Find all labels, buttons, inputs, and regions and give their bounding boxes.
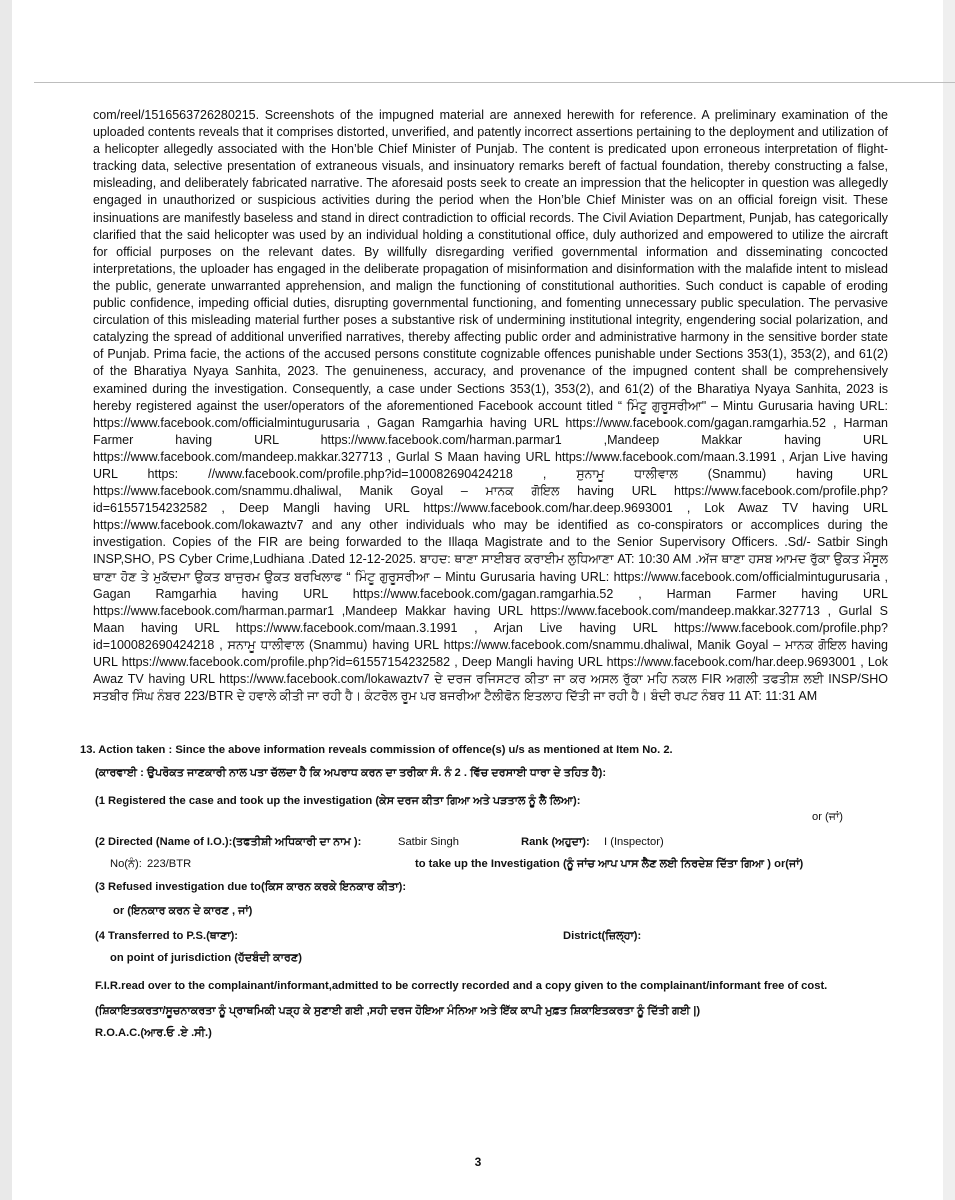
fir-body-paragraph: com/reel/1516563726280215. Screenshots of the impugned material are annexed herewith for reference. A preliminary examination of the uploaded contents reveals that it comprises distorted, unverified, and patently incorrect assertions pertaining to the deployment and utilization of a helicopter allegedly associated with the Hon’ble Chief Minister of Punjab. The content is predicated upon erroneous interpretation of flight-tracking data, selective presentation of extraneous visuals, and insinuatory remarks bereft of factual foundation, thereby constructing a false, misleading, and deliberately fabricated narrative. The aforesaid posts seek to create an impression that the helicopter in question was allegedly engaged in unauthorized or suspicious activities during the period when the Hon’ble Chief Minister was on an official foreign visit. These insinuations are manifestly baseless and stand in direct contradiction to official records. The Civil Aviation Department, Punjab, has categorically clarified that the said helicopter was used by an individual holding a constitutional office, duly authorized and empowered to utilize the aircraft for official purposes on the relevant dates. By willfully disregarding verified governmental information and disseminating concocted interpretations, the uploader has engaged in the deliberate propagation of misinformation and disinformation with the malafide intent to mislead the public, generate unwarranted apprehension, and malign the functioning of constitutional authorities. Such conduct is capable of eroding public confidence, impeding official duties, disrupting governmental functioning, and fomenting unnecessary public speculation. The pervasive circulation of this misleading material further poses a substantive risk of undermining institutional integrity, engendering social polarization, and catalyzing the spread of additional unverified narratives, thereby affecting public order and administrative harmony in the sensitive border state of Punjab. Prima facie, the actions of the accused persons constitute cognizable offences punishable under Sections 353(1), 353(2), and 61(2) of the Bharatiya Nyaya Sanhita, 2023. The genuineness, accuracy, and provenance of the impugned content shall be comprehensively examined during the investigation. Consequently, a case under Sections 353(1), 353(2), and 61(2) of the Bharatiya Nyaya Sanhita, 2023 is hereby registered against the user/operators of the aforementioned Facebook account titled “ ਮਿੰਟੂ ਗੁਰੂਸਰੀਆ" – Mintu Gurusaria having URL: https://www.facebook.com/officialmintugurusaria , Gagan Ramgarhia having URL https://www.facebook.com/gagan.ramgarhia.52 , Harman Farmer having URL https://www.facebook.com/harman.parmar1 ,Mandeep Makkar having URL https://www.facebook.com/mandeep.makkar.327713 , Gurlal S Maan having URL https://www.facebook.com/maan.3.1991 , Arjan Live having URL https: //www.facebook.com/profile.php?id=100082690424218 , ਸੁਨਾਮੂ ਧਾਲੀਵਾਲ (Snammu) having URL https://www.facebook.com/snammu.dhaliwal, Manik Goyal – ਮਾਨਕ ਗੋਇਲ having URL https://www.facebook.com/profile.php?id=61557154232582 , Deep Mangli having URL https://www.facebook.com/har.deep.9693001 , Lok Awaz TV having URL https://www.facebook.com/lokawaztv7 and any other individuals who may be identified as co-conspirators or accomplices during the investigation. Copies of the FIR are being forwarded to the Illaqa Magistrate and to the Senior Supervisory Officers. .Sd/- Satbir Singh INSP,SHO, PS Cyber Crime,Ludhiana .Dated 12-12-2025. ਬਾਹਦ: ਥਾਣਾ ਸਾਈਬਰ ਕਰਾਈਮ ਲੁਧਿਆਣਾ AT: 10:30 AM .ਅੱਜ ਥਾਣਾ ਹਸਬ ਆਮਦ ਰੁੱਕਾ ਉਕਤ ਮੌਸੂਲ ਥਾਣਾ ਹੋਣ ਤੇ ਮੁਕੱਦਮਾ ਉਕਤ ਬਾਜੁਰਮ ਉਕਤ ਬਰਖਿਲਾਫ “ ਮਿੰਟੂ ਗੁਰੂਸਰੀਆ – Mintu Gurusaria having URL: https://www.facebook.com/officialmintugurusaria , Gagan Ramgarhia having URL https://www.facebook.com/gagan.ramgarhia.52 , Harman Farmer having URL https://www.facebook.com/harman.parmar1 ,Mandeep Makkar having URL https://www.facebook.com/mandeep.makkar.327713 , Gurlal S Maan having URL https://www.facebook.com/maan.3.1991 , Arjan Live having URL https://www.facebook.com/profile.php?id=100082690424218 , ਸਨਾਮੂ ਧਾਲੀਵਾਲ (Snammu) having URL https://www.facebook.com/snammu.dhaliwal, Manik Goyal – ਮਾਨਕ ਗੋਇਲ having URL https://www.facebook.com/profile.php?id=61557154232582 , Deep Mangli having URL https://www.facebook.com/har.deep.9693001 , Lok Awaz TV having URL https://www.facebook.com/lokawaztv7 ਦੇ ਦਰਜ ਰਜਿਸਟਰ ਕੀਤਾ ਜਾ ਕਰ ਅਸਲ ਰੁੱਕਾ ਮਹਿ ਨਕਲ FIR ਅਗਲੀ ਤਫਤੀਸ਼ ਲਈ INSP/SHO ਸਤਬੀਰ ਸਿੰਘ ਨੰਬਰ 223/BTR ਦੇ ਹਵਾਲੇ ਕੀਤੀ ਜਾ ਰਹੀ ਹੈ। ਕੰਟਰੋਲ ਰੂਮ ਪਰ ਬਜਰੀਆ ਟੈਲੀਫੋਨ ਇਤਲਾਹ ਦਿੱਤੀ ਜਾ ਰਹੀ ਹੈ। ਬੰਦੀ ਰਪਟ ਨੰਬਰ 11 AT: 11:31 AM [93,108,888,704]
page-number: 3 [474,1155,482,1169]
district-label: District(ਜ਼ਿਲ੍ਹਾ): [563,930,642,942]
io-name: Satbir Singh [398,836,459,848]
rank-value: I (Inspector) [604,836,664,848]
section-13-heading: 13. Action taken : Since the above information reveals commission of offence(s) u/s as mentioned at Item No. 2. [80,744,673,756]
item-1-registered: (1 Registered the case and took up the investigation (ਕੇਸ ਦਰਜ ਕੀਤਾ ਗਿਆ ਅਤੇ ਪੜਤਾਲ ਨੂੰ ਲੈ ਲਿਆ): [95,795,581,807]
no-value: 223/BTR [147,858,192,870]
no-label: No(ਨੰ): [110,858,142,870]
item-1-or: or (ਜਾਂ) [812,811,843,823]
item-4-transferred: (4 Transferred to P.S.(ਥਾਣਾ): [95,930,239,942]
right-page-edge [943,0,955,1200]
header-rule [34,82,955,83]
fir-read-statement: F.I.R.read over to the complainant/informant,admitted to be correctly recorded and a copy given to the complainant/informant free of cost. [95,980,828,992]
item-3-or: or (ਇਨਕਾਰ ਕਰਨ ਦੇ ਕਾਰਣ , ਜਾਂ) [113,905,253,917]
take-up-investigation: to take up the Investigation (ਨੂੰ ਜਾਂਚ ਆਪ ਪਾਸ ਲੈਣ ਲਈ ਨਿਰਦੇਸ਼ ਦਿੱਤਾ ਗਿਆ ) or(ਜਾਂ) [415,858,804,870]
roac-label: R.O.A.C.(ਆਰ.ਓ .ਏ .ਸੀ.) [95,1027,212,1039]
section-13-heading-punjabi: (ਕਾਰਵਾਈ : ਉਪਰੋਕਤ ਜਾਣਕਾਰੀ ਨਾਲ ਪਤਾ ਚੱਲਦਾ ਹੈ ਕਿ ਅਪਰਾਧ ਕਰਨ ਦਾ ਤਰੀਕਾ ਸੰ. ਨੰ 2 . ਵਿੱਚ ਦਰਸਾਈ ਧਾਰਾ ਦੇ ਤਹਿਤ ਹੈ): [95,767,607,779]
item-2-directed: (2 Directed (Name of I.O.):(ਤਫਤੀਸ਼ੀ ਅਧਿਕਾਰੀ ਦਾ ਨਾਮ ): [95,836,362,848]
item-3-refused: (3 Refused investigation due to(ਕਿਸ ਕਾਰਨ ਕਰਕੇ ਇਨਕਾਰ ਕੀਤਾ): [95,881,407,893]
jurisdiction-label: on point of jurisdiction (ਹੱਦਬੰਦੀ ਕਾਰਣ) [110,952,302,964]
left-page-edge [0,0,12,1200]
rank-label: Rank (ਅਹੁਦਾ): [521,836,590,848]
fir-read-statement-punjabi: (ਸ਼ਿਕਾਇਤਕਰਤਾ/ਸੂਚਨਾਕਰਤਾ ਨੂੰ ਪ੍ਰਾਥਮਿਕੀ ਪੜ੍ਹ ਕੇ ਸੁਣਾਈ ਗਈ ,ਸਹੀ ਦਰਜ ਹੋਇਆ ਮੰਨਿਆ ਅਤੇ ਇੱਕ ਕਾਪੀ ਮੁਫ਼ਤ ਸ਼ਿਕਾਇਤਕਰਤਾ ਨੂੰ ਦਿੱਤੀ ਗਈ |) [95,1005,701,1017]
